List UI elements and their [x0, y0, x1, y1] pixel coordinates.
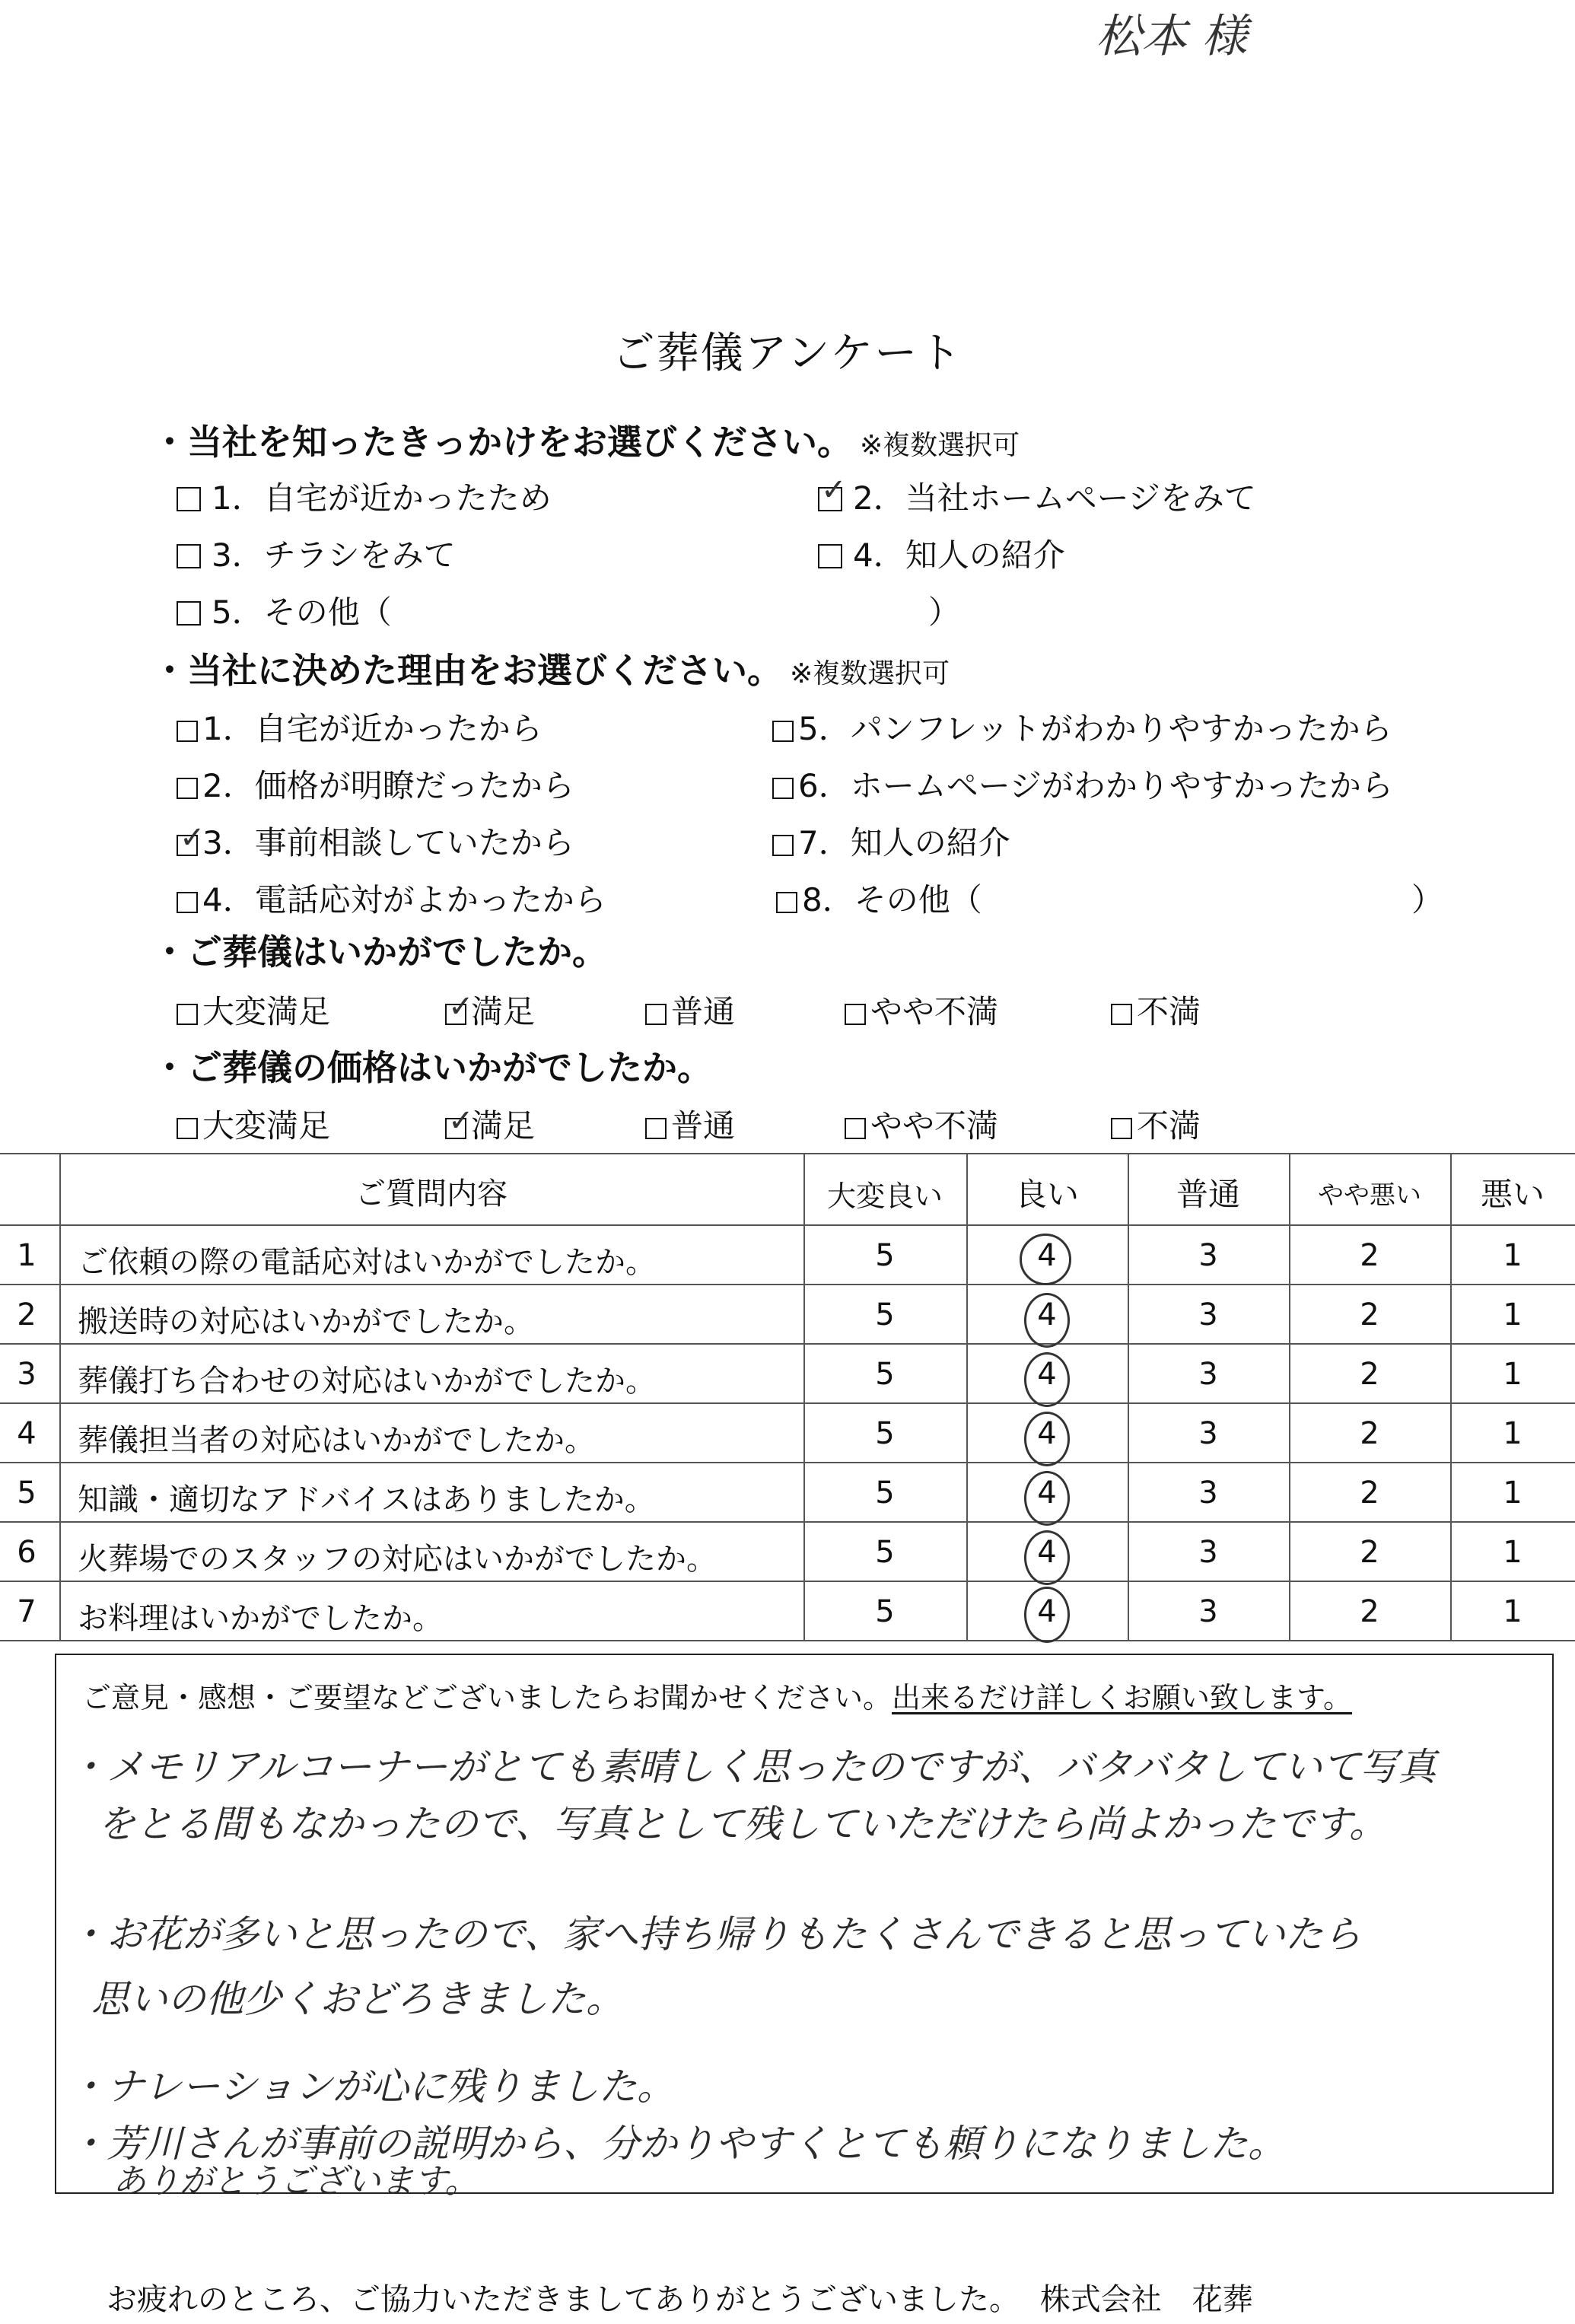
row-number: 5	[17, 1476, 37, 1511]
checkbox[interactable]	[177, 601, 201, 626]
checkbox[interactable]	[177, 1004, 198, 1025]
score-2[interactable]: 2	[1360, 1535, 1379, 1570]
option-label: 満足	[471, 993, 536, 1030]
section1-option-5[interactable]	[177, 587, 392, 633]
checkbox[interactable]	[818, 544, 842, 568]
score-1[interactable]: 1	[1503, 1594, 1522, 1629]
checkbox[interactable]	[1111, 1004, 1132, 1025]
option-label: 満足	[471, 1107, 536, 1144]
option-label: 普通	[671, 1107, 736, 1144]
score-1[interactable]: 1	[1503, 1297, 1522, 1332]
score-4[interactable]: 4	[1037, 1238, 1057, 1273]
section2-option-4[interactable]	[177, 875, 606, 921]
row-question: 搬送時の対応はいかがでしたか。	[78, 1304, 534, 1339]
option-label: 5．パンフレットがわかりやすかったから	[798, 710, 1392, 747]
section2-option-3[interactable]	[177, 818, 574, 864]
table-header-question: ご質問内容	[355, 1176, 508, 1211]
score-4[interactable]: 4	[1037, 1357, 1057, 1392]
checkbox[interactable]	[177, 487, 201, 511]
score-5[interactable]: 5	[875, 1535, 895, 1570]
comment-line: ・お花が多いと思ったので、家へ持ち帰りもたくさんできると思っていたら	[68, 1912, 1361, 1956]
section1-option-4[interactable]	[818, 530, 1065, 576]
section1-option-3[interactable]	[177, 530, 456, 576]
checkbox[interactable]	[845, 1004, 866, 1025]
option-label: 3．事前相談していたから	[202, 824, 574, 861]
checkbox[interactable]	[772, 721, 794, 742]
option-label: 不満	[1137, 993, 1201, 1030]
selected-circle	[1024, 1530, 1070, 1585]
checkbox[interactable]	[1111, 1118, 1132, 1139]
row-question: 知識・適切なアドバイスはありましたか。	[78, 1482, 655, 1517]
score-3[interactable]: 3	[1198, 1594, 1218, 1629]
table-border-top	[0, 1153, 1575, 1154]
checkbox[interactable]	[177, 892, 198, 913]
option-label: やや不満	[870, 993, 999, 1030]
score-3[interactable]: 3	[1198, 1297, 1218, 1332]
section4-option-2[interactable]	[445, 1101, 535, 1147]
checkbox[interactable]	[845, 1118, 866, 1139]
row-question: ご依頼の際の電話応対はいかがでしたか。	[78, 1245, 656, 1280]
checkbox[interactable]	[177, 1118, 198, 1139]
checkmark-icon: ✓	[821, 473, 847, 508]
row-number: 4	[17, 1416, 37, 1451]
checkbox[interactable]	[645, 1004, 667, 1025]
row-question: 葬儀打ち合わせの対応はいかがでしたか。	[78, 1364, 656, 1399]
option-label: 不満	[1137, 1107, 1201, 1144]
section2-note: ※複数選択可	[790, 658, 950, 689]
section3-option-2[interactable]	[445, 987, 535, 1033]
score-3[interactable]: 3	[1198, 1416, 1218, 1451]
comment-line: ・メモリアルコーナーがとても素晴しく思ったのですが、バタバタしていて写真	[68, 1745, 1437, 1789]
score-1[interactable]: 1	[1503, 1357, 1522, 1392]
section1-note: ※複数選択可	[860, 430, 1020, 461]
section4-option-3[interactable]	[645, 1101, 735, 1147]
option-label: 5．その他（	[212, 594, 392, 631]
selected-circle	[1024, 1412, 1070, 1466]
checkbox-checked[interactable]	[445, 1103, 474, 1139]
table-col-divider	[59, 1153, 61, 1641]
checkmark-icon: ✓	[180, 820, 205, 855]
checkmark-icon: ✓	[448, 1103, 474, 1138]
score-4[interactable]: 4	[1037, 1476, 1057, 1511]
selected-circle	[1020, 1234, 1071, 1285]
row-question: 火葬場でのスタッフの対応はいかがでしたか。	[78, 1542, 717, 1577]
table-header-score: 悪い	[1480, 1176, 1545, 1213]
option-label: 4．知人の紹介	[853, 536, 1065, 574]
row-number: 1	[17, 1238, 37, 1273]
score-3[interactable]: 3	[1198, 1238, 1218, 1273]
comment-line: 思いの他少くおどろきました。	[91, 1977, 624, 2021]
score-4[interactable]: 4	[1037, 1416, 1057, 1451]
comment-line: ・ナレーションが心に残りました。	[68, 2065, 675, 2109]
score-3[interactable]: 3	[1198, 1357, 1218, 1392]
score-4[interactable]: 4	[1037, 1535, 1057, 1570]
score-5[interactable]: 5	[875, 1297, 895, 1332]
section2-option-8[interactable]	[776, 875, 982, 921]
rating-table	[0, 1153, 1575, 1644]
selected-circle	[1024, 1293, 1070, 1348]
option-label: 2．当社ホームページをみて	[853, 479, 1256, 517]
score-5[interactable]: 5	[875, 1238, 895, 1273]
checkbox[interactable]	[177, 544, 201, 568]
option-label: やや不満	[870, 1107, 999, 1144]
section3-option-4[interactable]	[845, 987, 998, 1033]
section2-heading-text: ・当社に決めた理由をお選びください。	[152, 650, 782, 691]
footer	[107, 2275, 1253, 2319]
score-4[interactable]: 4	[1037, 1297, 1057, 1332]
option-label: 1．自宅が近かったから	[202, 710, 542, 747]
option-label: 1．自宅が近かったため	[212, 479, 552, 517]
page-title: ご葬儀アンケート	[612, 329, 963, 378]
row-number: 3	[17, 1357, 37, 1392]
score-2[interactable]: 2	[1360, 1357, 1379, 1392]
selected-circle	[1024, 1587, 1070, 1643]
option-label: 大変満足	[202, 993, 331, 1030]
table-row-divider	[0, 1521, 1575, 1523]
table-row-divider	[0, 1402, 1575, 1404]
score-2[interactable]: 2	[1360, 1476, 1379, 1511]
table-header-score: 大変良い	[826, 1180, 943, 1213]
row-number: 7	[17, 1594, 37, 1629]
section1-heading-text: ・当社を知ったきっかけをお選びください。	[152, 422, 852, 463]
score-5[interactable]: 5	[875, 1416, 895, 1451]
table-row-divider	[0, 1462, 1575, 1463]
section2-heading	[152, 643, 950, 693]
row-question: 葬儀担当者の対応はいかがでしたか。	[78, 1423, 595, 1458]
option-label: 6．ホームページがわかりやすかったから	[798, 767, 1393, 804]
comment-line: ありがとうございます。	[113, 2162, 479, 2201]
score-5[interactable]: 5	[875, 1357, 895, 1392]
checkmark-icon: ✓	[448, 989, 474, 1024]
score-2[interactable]: 2	[1360, 1238, 1379, 1273]
table-header-score: 普通	[1176, 1176, 1240, 1213]
score-5[interactable]: 5	[875, 1476, 895, 1511]
table-row-divider	[0, 1284, 1575, 1285]
option-label: 4．電話応対がよかったから	[202, 881, 606, 918]
section2-option-5[interactable]	[772, 704, 1392, 750]
row-number: 6	[17, 1535, 37, 1570]
checkbox[interactable]	[177, 778, 198, 799]
score-3[interactable]: 3	[1198, 1476, 1218, 1511]
section3-option-3[interactable]	[645, 987, 735, 1033]
option-label: 大変満足	[202, 1107, 331, 1144]
comments-prompt-text: ご意見・感想・ご要望などございましたらお聞かせください。	[82, 1681, 892, 1714]
comments-prompt-emphasis: 出来るだけ詳しくお願い致します。	[892, 1681, 1352, 1714]
section2-option-2[interactable]	[177, 761, 574, 807]
score-1[interactable]: 1	[1503, 1476, 1522, 1511]
comments-prompt	[82, 1674, 1352, 1716]
table-border-bottom	[0, 1640, 1575, 1641]
checkbox-checked[interactable]	[445, 989, 474, 1025]
table-header-score: 良い	[1014, 1176, 1079, 1213]
checkbox[interactable]	[776, 892, 797, 913]
section1-heading	[152, 415, 1020, 465]
score-1[interactable]: 1	[1503, 1535, 1522, 1570]
section2-option-7[interactable]	[772, 818, 1010, 864]
option-label: 8．その他（	[802, 881, 982, 918]
section4-option-4[interactable]	[845, 1101, 998, 1147]
section3-heading: ・ご葬儀はいかがでしたか。	[152, 931, 607, 973]
score-2[interactable]: 2	[1360, 1416, 1379, 1451]
section4-heading: ・ご葬儀の価格はいかがでしたか。	[152, 1047, 712, 1088]
section1-option-1[interactable]	[177, 473, 552, 519]
section4-option-1[interactable]	[177, 1101, 330, 1147]
footer-company: 株式会社 花葬	[1039, 2282, 1253, 2317]
score-4[interactable]: 4	[1037, 1594, 1057, 1629]
footer-thanks: お疲れのところ、ご協力いただきましてありがとうございました。	[107, 2282, 1020, 2317]
option-label: 普通	[671, 993, 736, 1030]
option-label: 3．チラシをみて	[212, 536, 456, 574]
comment-line: をとる間もなかったので、写真として残していただけたら尚よかったです。	[97, 1802, 1387, 1846]
section2-other-close: ）	[1411, 881, 1444, 918]
table-header-divider	[0, 1224, 1575, 1226]
table-row-divider	[0, 1581, 1575, 1582]
section3-option-1[interactable]	[177, 987, 330, 1033]
comment-line: ・芳川さんが事前の説明から、分かりやすくとても頼りになりました。	[68, 2122, 1286, 2166]
option-label: 2．価格が明瞭だったから	[202, 767, 574, 804]
score-2[interactable]: 2	[1360, 1594, 1379, 1629]
checkbox-checked[interactable]	[818, 473, 847, 511]
section4-option-5[interactable]	[1111, 1101, 1201, 1147]
checkbox-checked[interactable]	[177, 820, 205, 856]
section2-option-6[interactable]	[772, 761, 1393, 807]
selected-circle	[1024, 1471, 1070, 1526]
checkbox[interactable]	[772, 778, 794, 799]
checkbox[interactable]	[645, 1118, 667, 1139]
checkbox[interactable]	[772, 835, 794, 856]
table-header-score: やや悪い	[1318, 1180, 1421, 1211]
section3-option-5[interactable]	[1111, 987, 1201, 1033]
customer-name: 松本 様	[1096, 10, 1248, 63]
row-number: 2	[17, 1297, 37, 1332]
section1-other-close: ）	[928, 594, 961, 631]
score-2[interactable]: 2	[1360, 1297, 1379, 1332]
row-question: お料理はいかがでしたか。	[78, 1601, 443, 1636]
table-row-divider	[0, 1343, 1575, 1345]
section1-option-2[interactable]	[818, 473, 1256, 519]
selected-circle	[1024, 1352, 1070, 1407]
score-1[interactable]: 1	[1503, 1416, 1522, 1451]
checkbox[interactable]	[177, 721, 198, 742]
option-label: 7．知人の紹介	[798, 824, 1010, 861]
score-5[interactable]: 5	[875, 1594, 895, 1629]
section2-option-1[interactable]	[177, 704, 542, 750]
score-3[interactable]: 3	[1198, 1535, 1218, 1570]
score-1[interactable]: 1	[1503, 1238, 1522, 1273]
